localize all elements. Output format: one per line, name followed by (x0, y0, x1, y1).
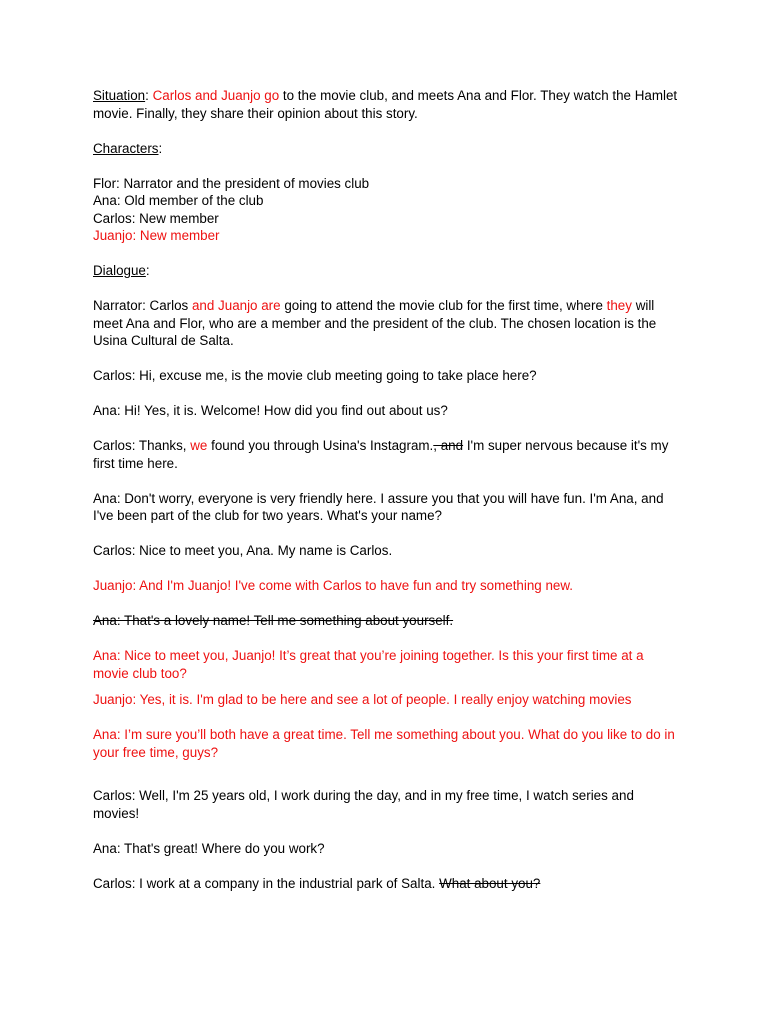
dialogue-line: Carlos: Thanks, we found you through Usina's Instagram., and I'm super nervous because it's my first time here. (93, 438, 669, 471)
dialogue-line: Juanjo: And I'm Juanjo! I've come with Carlos to have fun and try something new. (93, 578, 573, 593)
character-item: Carlos: New member (93, 210, 219, 226)
dialogue-line: Carlos: Well, I'm 25 years old, I work during the day, and in my free time, I watch series and movies! (93, 788, 634, 821)
character-item: Ana: Old member of the club (93, 193, 264, 208)
dialogue-line: Carlos: Nice to meet you, Ana. My name is Carlos. (93, 543, 393, 558)
character-item: Juanjo: New member (93, 228, 220, 243)
dialogue-line: Juanjo: Yes, it is. I'm glad to be here and see a lot of people. I really enjoy watching movies (93, 692, 632, 707)
characters-heading: Characters (93, 140, 159, 156)
struck-text: , and (433, 438, 464, 453)
situation-text: to the movie club, and meets Ana and Flor. They watch the Hamlet movie. Finally, they share their opinion about this story. (93, 88, 678, 121)
dialogue-line: Carlos: I work at a company in the industrial park of Salta. What about you? (93, 875, 541, 891)
dialogue-line: Ana: Hi! Yes, it is. Welcome! How did you find out about us? (93, 403, 448, 418)
situation-heading: Situation (93, 88, 146, 103)
character-item: Flor: Narrator and the president of movies club (93, 175, 370, 191)
dialogue-line: Carlos: Hi, excuse me, is the movie club meeting going to take place here? (93, 368, 537, 383)
struck-dialogue-line: Ana: That's a lovely name! Tell me something about yourself. (93, 613, 454, 628)
dialogue-heading-line: Dialogue: (93, 263, 150, 278)
situation-edit-red: Carlos and Juanjo go (152, 88, 280, 103)
dialogue-line: Ana: I’m sure you’ll both have a great time. Tell me something about you. What do you like to do in your free time, guys? (93, 727, 675, 760)
situation-paragraph: Situation: Carlos and Juanjo go to the movie club, and meets Ana and Flor. They watch the Hamlet movie. Finally, they share their opinion about this story. (93, 88, 678, 121)
dialogue-line: Ana: That's great! Where do you work? (93, 840, 325, 856)
struck-text: What about you? (439, 875, 541, 891)
narrator-line: Narrator: Carlos and Juanjo are going to attend the movie club for the first time, where they will meet Ana and Flor, who are a member and the president of the club. The chosen location is the Usina Cultural de Salta. (93, 298, 657, 348)
characters-heading-line: Characters: (93, 140, 163, 156)
document-page (93, 87, 678, 892)
dialogue-heading: Dialogue (93, 263, 146, 278)
dialogue-line: Ana: Don't worry, everyone is very friendly here. I assure you that you will have fun. I'm Ana, and I've been part of the club for two years. What's your name? (93, 490, 664, 523)
characters-list (93, 175, 678, 245)
dialogue-line: Ana: Nice to meet you, Juanjo! It’s great that you’re joining together. Is this your first time at a movie club too? (93, 648, 644, 681)
